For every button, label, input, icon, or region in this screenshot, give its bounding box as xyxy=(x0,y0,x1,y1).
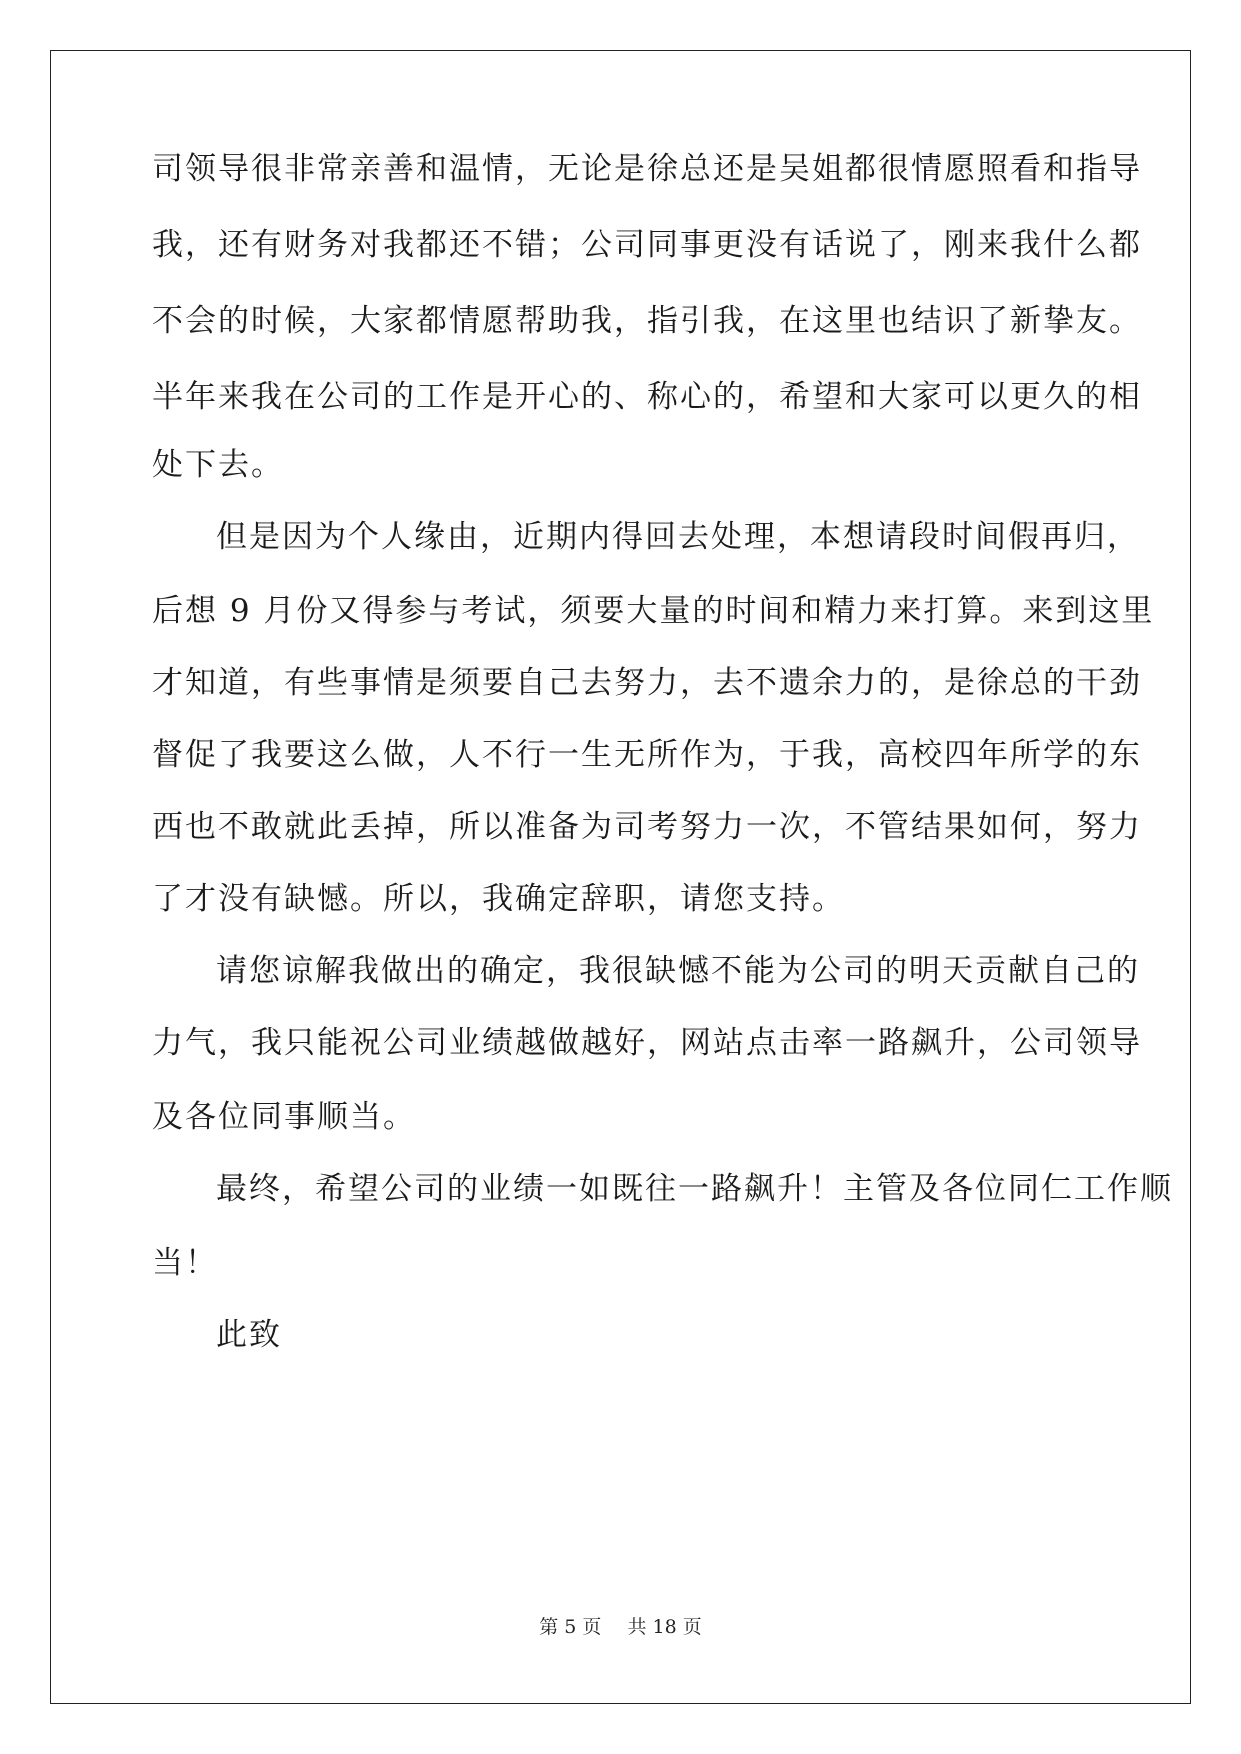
body-line: 才知道，有些事情是须要自己去努力，去不遗余力的，是徐总的干劲 xyxy=(152,665,1142,701)
body-line: 但是因为个人缘由，近期内得回去处理，本想请段时间假再归， xyxy=(216,519,1140,555)
page-total: 共 18 页 xyxy=(627,1616,702,1638)
body-line: 最终，希望公司的业绩一如既往一路飙升！主管及各位同仁工作顺 xyxy=(216,1171,1173,1207)
body-line: 力气，我只能祝公司业绩越做越好，网站点击率一路飙升，公司领导 xyxy=(152,1025,1142,1061)
body-line: 西也不敢就此丢掉，所以准备为司考努力一次，不管结果如何，努力 xyxy=(152,809,1142,845)
body-line: 处下去。 xyxy=(152,447,284,483)
closing-salutation: 此致 xyxy=(216,1317,282,1353)
body-line: 请您谅解我做出的确定，我很缺憾不能为公司的明天贡献自己的 xyxy=(216,953,1140,989)
page-number: 第 5 页 xyxy=(539,1616,602,1638)
body-line: 后想 9 月份又得参与考试，须要大量的时间和精力来打算。来到这里 xyxy=(152,593,1155,629)
body-line: 及各位同事顺当。 xyxy=(152,1099,416,1135)
body-line: 了才没有缺憾。所以，我确定辞职，请您支持。 xyxy=(152,881,845,917)
body-line: 督促了我要这么做，人不行一生无所作为，于我，高校四年所学的东 xyxy=(152,737,1142,773)
body-line: 当！ xyxy=(152,1245,218,1281)
page-border xyxy=(50,50,1191,1704)
body-line: 司领导很非常亲善和温情，无论是徐总还是吴姐都很情愿照看和指导 xyxy=(152,151,1142,187)
page-footer xyxy=(0,1612,1241,1639)
body-line: 我，还有财务对我都还不错；公司同事更没有话说了，刚来我什么都 xyxy=(152,227,1142,263)
body-line: 半年来我在公司的工作是开心的、称心的，希望和大家可以更久的相 xyxy=(152,379,1142,415)
body-line: 不会的时候，大家都情愿帮助我，指引我，在这里也结识了新挚友。 xyxy=(152,303,1142,339)
